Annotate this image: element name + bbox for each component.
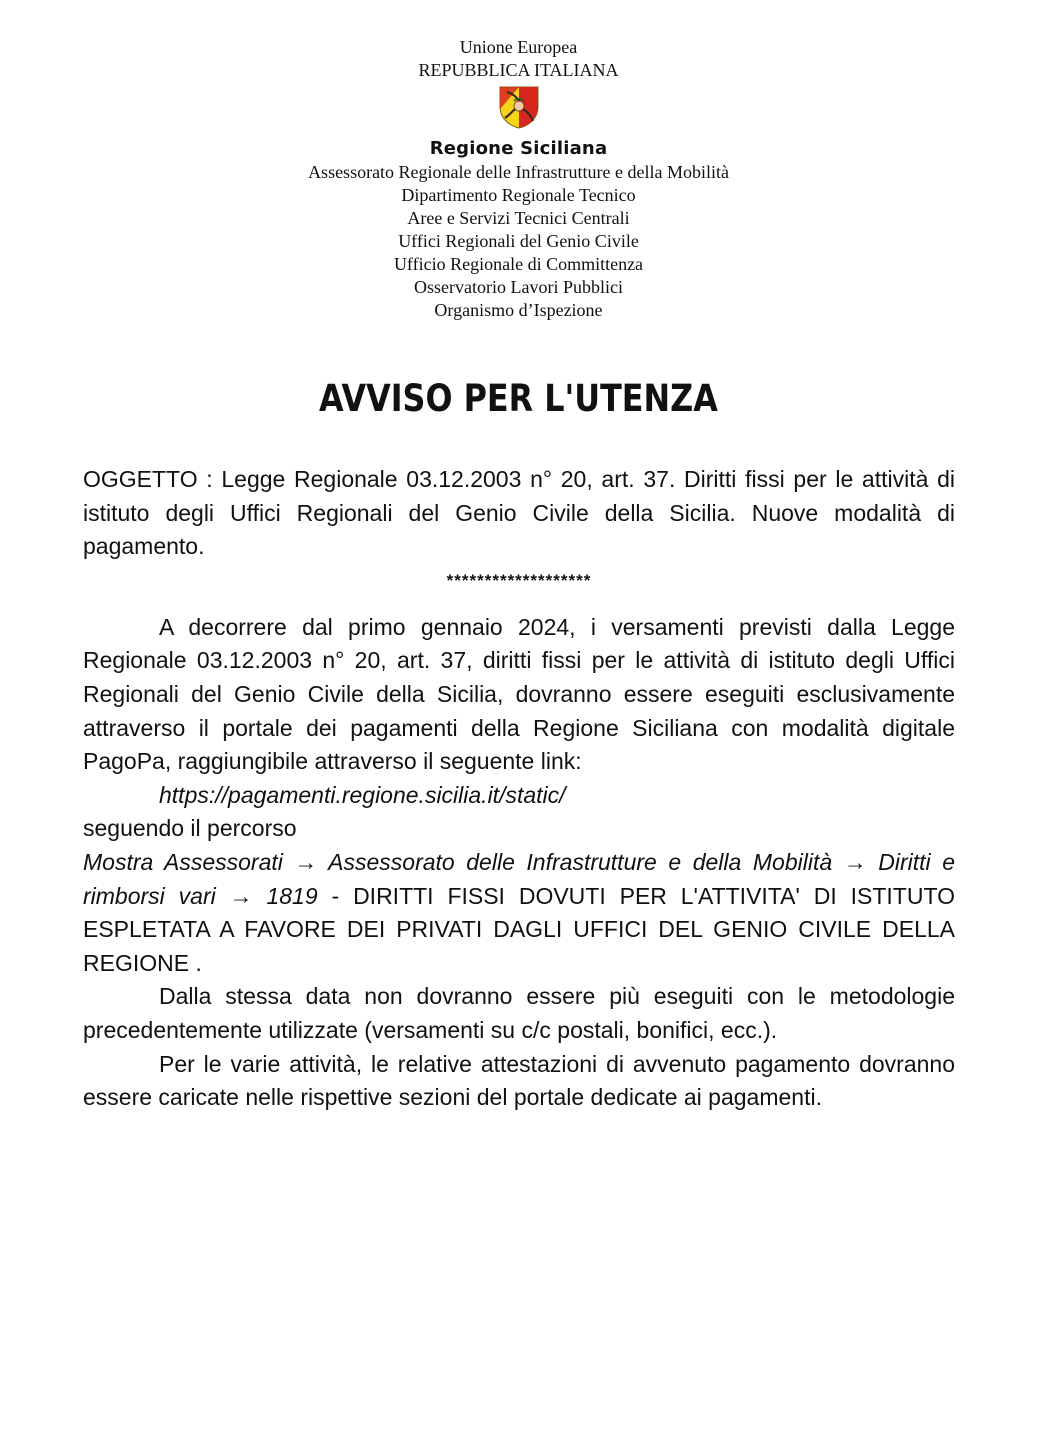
payment-portal-link[interactable]: https://pagamenti.regione.sicilia.it/static/ [159, 781, 566, 808]
subject-paragraph: OGGETTO : Legge Regionale 03.12.2003 n° 20, art. 37. Diritti fissi per le attività di istituto degli Uffici Regionali del Genio Civile della Sicilia. Nuove modalità di pagamento. [83, 466, 955, 560]
office-line: Assessorato Regionale delle Infrastrutture e della Mobilità [308, 162, 729, 182]
navigation-path-service: - DIRITTI FISSI DOVUTI PER L'ATTIVITA' DI ISTITUTO ESPLETATA A FAVORE DEI PRIVATI DAGLI UFFICI DEL GENIO CIVILE DELLA REGIONE . [83, 882, 955, 976]
paragraph-payment-text: A decorrere dal primo gennaio 2024, i versamenti previsti dalla Legge Regionale 03.12.2003 n° 20, art. 37, diritti fissi per le attività di istituto degli Uffici Regionali del Genio Civile della Sicilia, dovranno essere eseguiti esclusivamente attraverso il portale dei pagamenti della Regione Siciliana con modalità digitale PagoPa, raggiungibile attraverso il seguente link: [83, 613, 955, 775]
navigation-path-italic: Mostra Assessorati → Assessorato delle Infrastrutture e della Mobilità → Diritti e rimborsi vari → 1819 [83, 848, 955, 909]
letterhead [0, 36, 1037, 322]
office-line: Osservatorio Lavori Pubblici [414, 277, 623, 297]
crest-container [0, 84, 1037, 134]
eu-label: Unione Europea [459, 37, 578, 57]
office-line: Uffici Regionali del Genio Civile [398, 231, 639, 251]
paragraph-payment [83, 611, 955, 813]
navigation-path [83, 846, 955, 980]
paragraph-upload: Per le varie attività, le relative attestazioni di avvenuto pagamento dovranno essere caricate nelle rispettive sezioni del portale dedicate ai pagamenti. [83, 1050, 955, 1111]
office-line: Aree e Servizi Tecnici Centrali [407, 208, 630, 228]
paragraph-old-methods: Dalla stessa data non dovranno essere più eseguiti con le metodologie precedentemente utilizzate (versamenti su c/c postali, bonifici, ecc.). [83, 983, 955, 1043]
office-line: Ufficio Regionale di Committenza [393, 254, 644, 274]
sicily-crest-icon [497, 85, 541, 129]
region-name: Regione Siciliana [429, 138, 608, 159]
separator: ******************* [446, 570, 592, 590]
path-intro: seguendo il percorso [83, 815, 297, 842]
notice-body [83, 463, 955, 1115]
notice-title: AVVISO PER L'UTENZA [318, 377, 718, 420]
republic-label: REPUBBLICA ITALIANA [418, 60, 619, 80]
office-line: Organismo d’Ispezione [434, 300, 603, 320]
office-line: Dipartimento Regionale Tecnico [401, 185, 636, 205]
